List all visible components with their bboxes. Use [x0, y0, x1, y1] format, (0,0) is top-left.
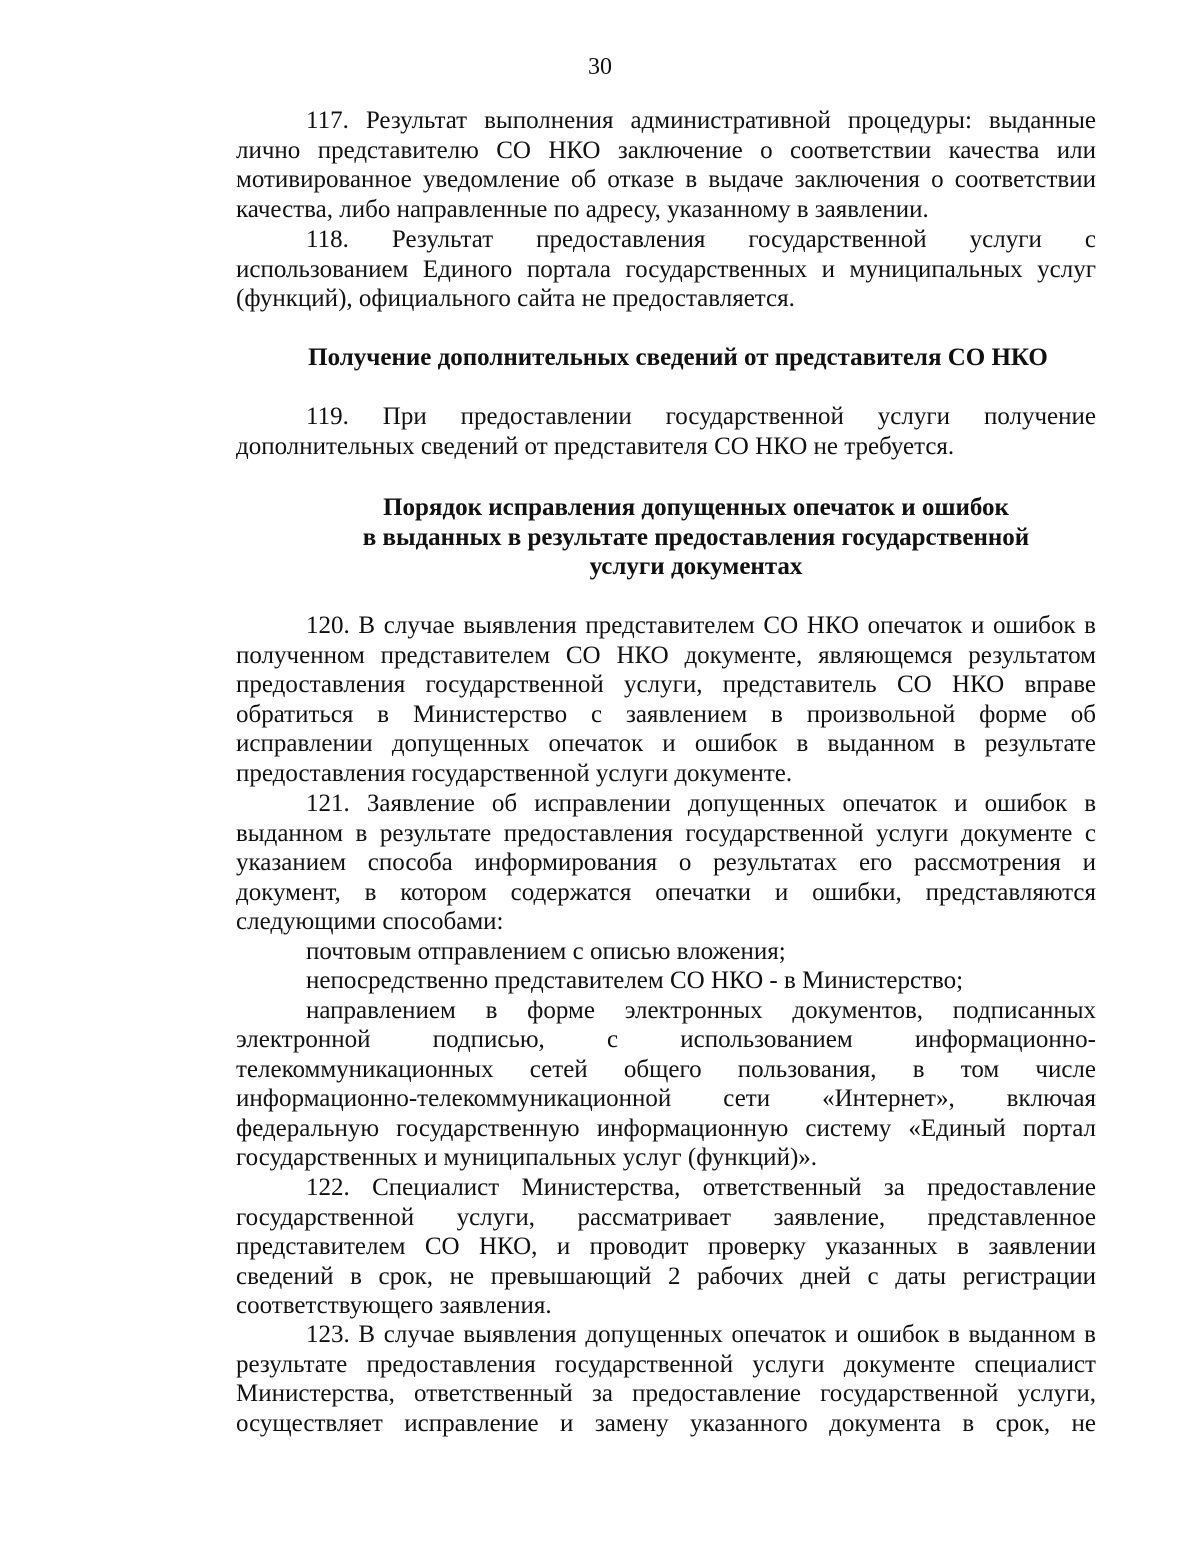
list-item-in-person: непосредственно представителем СО НКО - в Министерство; [306, 967, 964, 994]
section-heading-corrections [266, 493, 1126, 582]
text-line: 123. В случае выявления допущенных опечаток и ошибок в выданном в [306, 1321, 1096, 1348]
text-line: государственной услуги, рассматривает заявление, представленное [236, 1203, 1096, 1231]
text-line: телекоммуникационных сетей общего пользования, в том числе [236, 1055, 1096, 1083]
paragraph-117 [236, 106, 1096, 224]
text-line: Министерства, ответственный за предоставление государственной услуги, [236, 1380, 1096, 1407]
paragraph-119 [236, 402, 1096, 461]
text-line: документ, в котором содержатся опечатки и ошибки, представляются [236, 878, 1096, 906]
text-line: 117. Результат выполнения административной процедуры: выданные [306, 107, 1096, 134]
text-line: мотивированное уведомление об отказе в выдаче заключения о соответствии [236, 166, 1096, 193]
paragraph-118 [236, 225, 1096, 314]
text-line: 120. В случае выявления представителем СО НКО опечаток и ошибок в [306, 612, 1096, 639]
text-line: указанием способа информирования о результатах его рассмотрения и [236, 849, 1096, 876]
text-line: осуществляет исправление и замену указанного документа в срок, не [236, 1409, 1096, 1437]
text-line: представителем СО НКО, и проводит проверку указанных в заявлении [236, 1233, 1096, 1260]
list-item-mail: почтовым отправлением с описью вложения; [306, 937, 786, 965]
text-line: сведений в срок, не превышающий 2 рабочих дней с даты регистрации [236, 1262, 1096, 1290]
paragraph-122 [236, 1173, 1096, 1321]
text-line: 122. Специалист Министерства, ответственный за предоставление [306, 1174, 1096, 1201]
text-line: полученном представителем СО НКО документе, являющемся результатом [236, 641, 1096, 669]
text-line: 119. При предоставлении государственной услуги получение [306, 403, 1096, 430]
text-line: (функций), официального сайта не предоставляется. [236, 285, 795, 312]
text-line: предоставления государственной услуги, представитель СО НКО вправе [236, 671, 1096, 698]
text-line: лично представителю СО НКО заключение о соответствии качества или [236, 136, 1096, 164]
text-line: дополнительных сведений от представителя СО НКО не требуется. [236, 432, 955, 460]
text-line: следующими способами: [236, 908, 504, 935]
text-line: информационно-телекоммуникационной сети «Интернет», включая [236, 1085, 1096, 1112]
text-line: направлением в форме электронных документов, подписанных [306, 996, 1096, 1024]
text-line: использованием Единого портала государственных и муниципальных услуг [236, 255, 1096, 283]
text-line: государственных и муниципальных услуг (функций)». [236, 1144, 818, 1171]
heading-line: Порядок исправления допущенных опечаток и ошибок [383, 494, 1009, 521]
section-heading-additional-info: Получение дополнительных сведений от представителя СО НКО [308, 344, 1048, 371]
text-line: качества, либо направленные по адресу, указанному в заявлении. [236, 195, 929, 223]
paragraph-120 [236, 611, 1096, 788]
paragraph-123 [236, 1320, 1096, 1438]
page-number: 30 [588, 54, 612, 80]
heading-line: в выданных в результате предоставления государственной [362, 523, 1030, 551]
text-line: электронной подписью, с использованием информационно- [236, 1026, 1096, 1053]
text-line: соответствующего заявления. [236, 1292, 552, 1319]
heading-line: услуги документах [589, 553, 803, 580]
text-line: 121. Заявление об исправлении допущенных опечаток и ошибок в [306, 790, 1096, 817]
text-line: выданном в результате предоставления государственной услуги документе с [236, 819, 1096, 847]
paragraph-121 [236, 789, 1096, 1173]
text-line: обратиться в Министерство с заявлением в произвольной форме об [236, 700, 1096, 728]
text-line: результате предоставления государственной услуги документе специалист [236, 1350, 1096, 1378]
text-line: предоставления государственной услуги документе. [236, 759, 793, 787]
text-line: исправлении допущенных опечаток и ошибок в выданном в результате [236, 730, 1096, 757]
text-line: 118. Результат предоставления государственной услуги с [306, 226, 1096, 253]
text-line: федеральную государственную информационную систему «Единый портал [236, 1114, 1096, 1142]
